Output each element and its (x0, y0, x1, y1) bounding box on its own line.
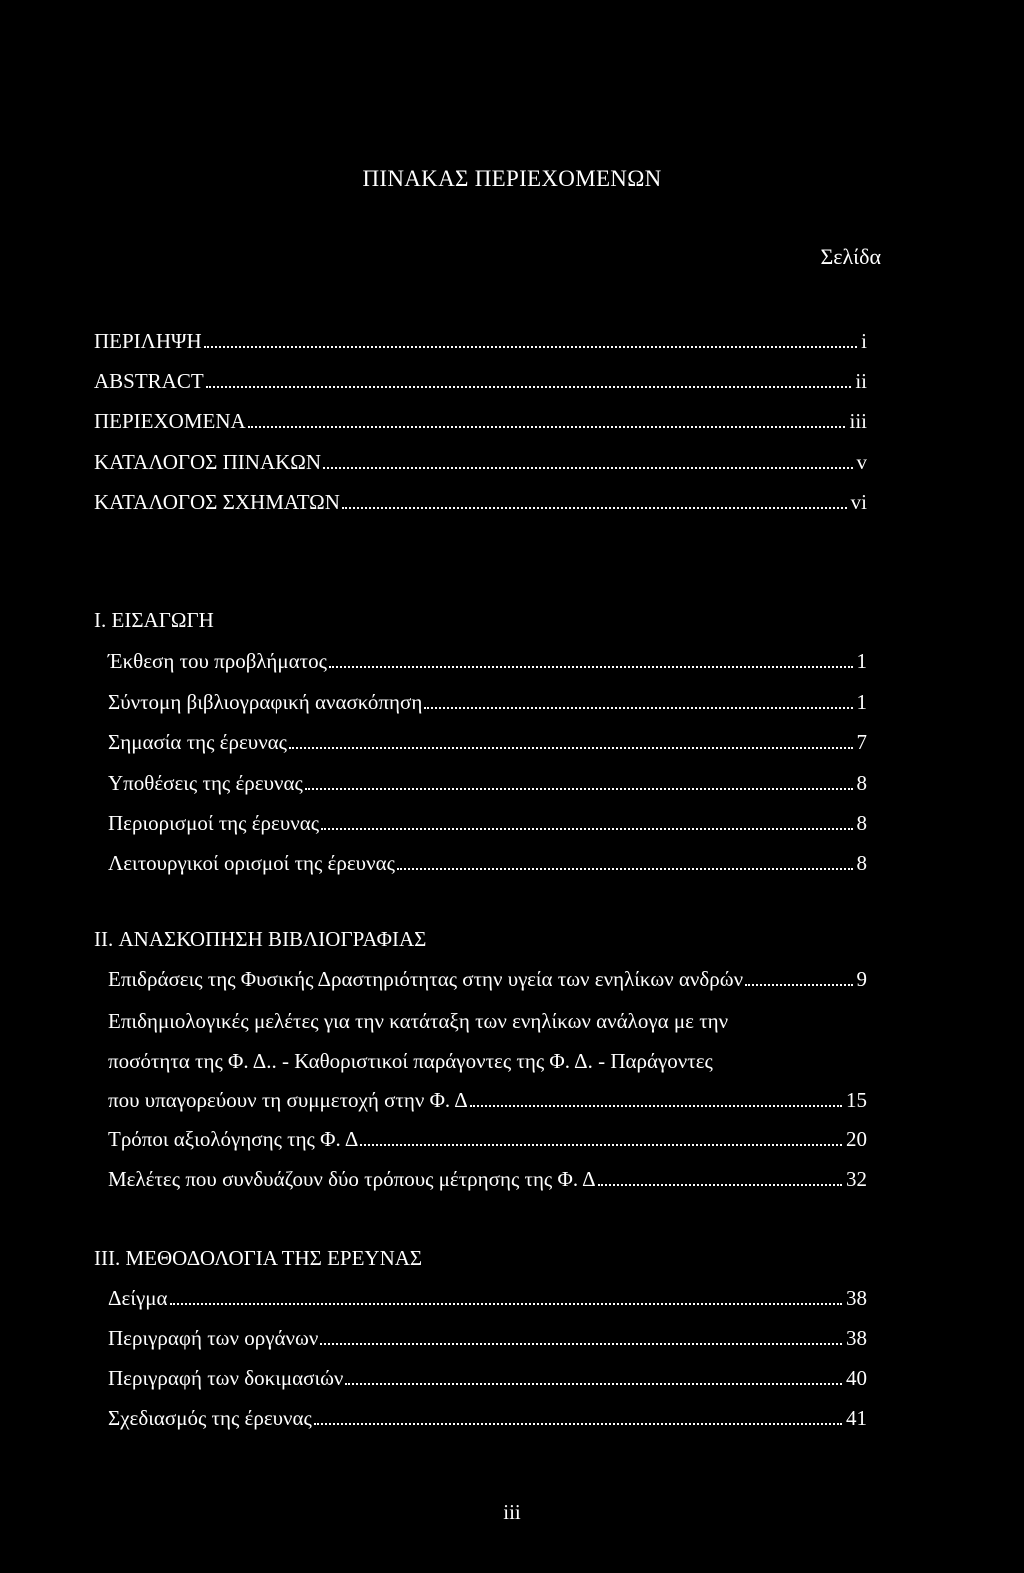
toc-entry-continuation[interactable]: ποσότητα της Φ. Δ.. - Καθοριστικοί παράγοντες της Φ. Δ. - Παράγοντες (108, 1049, 713, 1073)
toc-entry-label: Σύντομη βιβλιογραφική ανασκόπηση (108, 690, 423, 714)
dot-leader (289, 747, 852, 749)
toc-entry-abstract[interactable] (94, 367, 867, 395)
chapter-heading-literature-review: II. ΑΝΑΣΚΟΠΗΣΗ ΒΙΒΛΙΟΓΡΑΦΙΑΣ (94, 927, 427, 951)
toc-entry[interactable] (108, 849, 867, 877)
toc-entry[interactable] (108, 1125, 867, 1153)
toc-entry[interactable] (108, 769, 867, 797)
toc-entry-label: ΚΑΤΑΛΟΓΟΣ ΣΧΗΜΑΤΩΝ (94, 490, 340, 514)
toc-entry-label: Περιγραφή των οργάνων (108, 1326, 319, 1350)
chapter-heading-introduction: I. ΕΙΣΑΓΩΓΗ (94, 608, 214, 632)
toc-entry-page: 40 (846, 1366, 867, 1390)
toc-entry-page: ii (855, 369, 867, 393)
toc-entry-label: Σχεδιασμός της έρευνας (108, 1406, 312, 1430)
toc-entry[interactable] (108, 809, 867, 837)
chapter-heading-methodology: III. ΜΕΘΟΔΟΛΟΓΙΑ ΤΗΣ ΕΡΕΥΝΑΣ (94, 1246, 423, 1270)
toc-entry-page: 20 (846, 1127, 867, 1151)
dot-leader (305, 788, 853, 790)
toc-entry-label: Έκθεση του προβλήματος (108, 649, 327, 673)
toc-entry-label: ABSTRACT (94, 369, 204, 393)
toc-entry[interactable] (108, 1404, 867, 1432)
toc-entry-page: iii (849, 409, 867, 433)
toc-entry-contents[interactable] (94, 407, 867, 435)
page-title: ΠΙΝΑΚΑΣ ΠΕΡΙΕΧΟΜΕΝΩΝ (362, 166, 662, 191)
page-column-label: Σελίδα (820, 244, 881, 269)
toc-entry[interactable] (108, 688, 867, 716)
toc-entry-page: vi (850, 490, 867, 514)
dot-leader (397, 868, 853, 870)
toc-entry-page: 9 (856, 967, 867, 991)
toc-entry-continuation[interactable]: Επιδημιολογικές μελέτες για την κατάταξη των ενηλίκων ανάλογα με την (108, 1009, 729, 1033)
toc-entry-label: Περιορισμοί της έρευνας (108, 811, 320, 835)
toc-entry[interactable] (108, 728, 867, 756)
toc-entry-page: 1 (856, 690, 867, 714)
toc-entry-page: i (861, 329, 867, 353)
toc-entry-page: 1 (856, 649, 867, 673)
toc-entry-label: Σημασία της έρευνας (108, 730, 288, 754)
toc-entry-label: Λειτουργικοί ορισμοί της έρευνας (108, 851, 395, 875)
toc-entry-page: 38 (846, 1286, 867, 1310)
toc-entry[interactable] (108, 1284, 867, 1312)
toc-entry-list-of-figures[interactable] (94, 488, 867, 516)
dot-leader (598, 1184, 842, 1186)
toc-entry-page: v (856, 450, 867, 474)
toc-entry-label: Υποθέσεις της έρευνας (108, 771, 303, 795)
dot-leader (345, 1383, 842, 1385)
toc-entry-label: Τρόποι αξιολόγησης της Φ. Δ (108, 1127, 359, 1151)
toc-entry-page: 8 (856, 771, 867, 795)
toc-entry-list-of-tables[interactable] (94, 448, 867, 476)
dot-leader (314, 1423, 842, 1425)
dot-leader (320, 1343, 842, 1345)
toc-entry[interactable] (108, 647, 867, 675)
dot-leader (329, 666, 853, 668)
dot-leader (323, 467, 852, 469)
toc-entry-page: 7 (856, 730, 867, 754)
dot-leader (470, 1105, 842, 1107)
dot-leader (206, 386, 852, 388)
toc-entry-page: 32 (846, 1167, 867, 1191)
toc-entry-page: 8 (856, 811, 867, 835)
dot-leader (170, 1303, 842, 1305)
toc-entry-label: που υπαγορεύουν τη συμμετοχή στην Φ. Δ (108, 1088, 468, 1112)
toc-entry-label: Επιδράσεις της Φυσικής Δραστηριότητας στην υγεία των ενηλίκων ανδρών (108, 967, 744, 991)
dot-leader (204, 346, 857, 348)
toc-entry[interactable] (108, 965, 867, 993)
toc-entry-page: 41 (846, 1406, 867, 1430)
dot-leader (360, 1144, 842, 1146)
dot-leader (424, 707, 852, 709)
toc-entry-label: ΠΕΡΙΕΧΟΜΕΝΑ (94, 409, 246, 433)
toc-entry-page: 8 (856, 851, 867, 875)
toc-entry[interactable] (108, 1324, 867, 1352)
page-number-footer: iii (503, 1500, 521, 1524)
toc-entry-label: Περιγραφή των δοκιμασιών (108, 1366, 344, 1390)
toc-entry-label: Δείγμα (108, 1286, 168, 1310)
toc-entry-label: ΚΑΤΑΛΟΓΟΣ ΠΙΝΑΚΩΝ (94, 450, 322, 474)
dot-leader (342, 507, 847, 509)
toc-entry-summary[interactable] (94, 327, 867, 355)
dot-leader (745, 984, 852, 986)
toc-entry-page: 38 (846, 1326, 867, 1350)
dot-leader (248, 426, 846, 428)
toc-entry-label: ΠΕΡΙΛΗΨΗ (94, 329, 202, 353)
toc-entry[interactable] (108, 1364, 867, 1392)
toc-entry[interactable] (108, 1086, 867, 1114)
dot-leader (321, 828, 852, 830)
toc-entry-page: 15 (846, 1088, 867, 1112)
toc-entry[interactable] (108, 1165, 867, 1193)
toc-entry-label: Μελέτες που συνδυάζουν δύο τρόπους μέτρησης της Φ. Δ (108, 1167, 596, 1191)
